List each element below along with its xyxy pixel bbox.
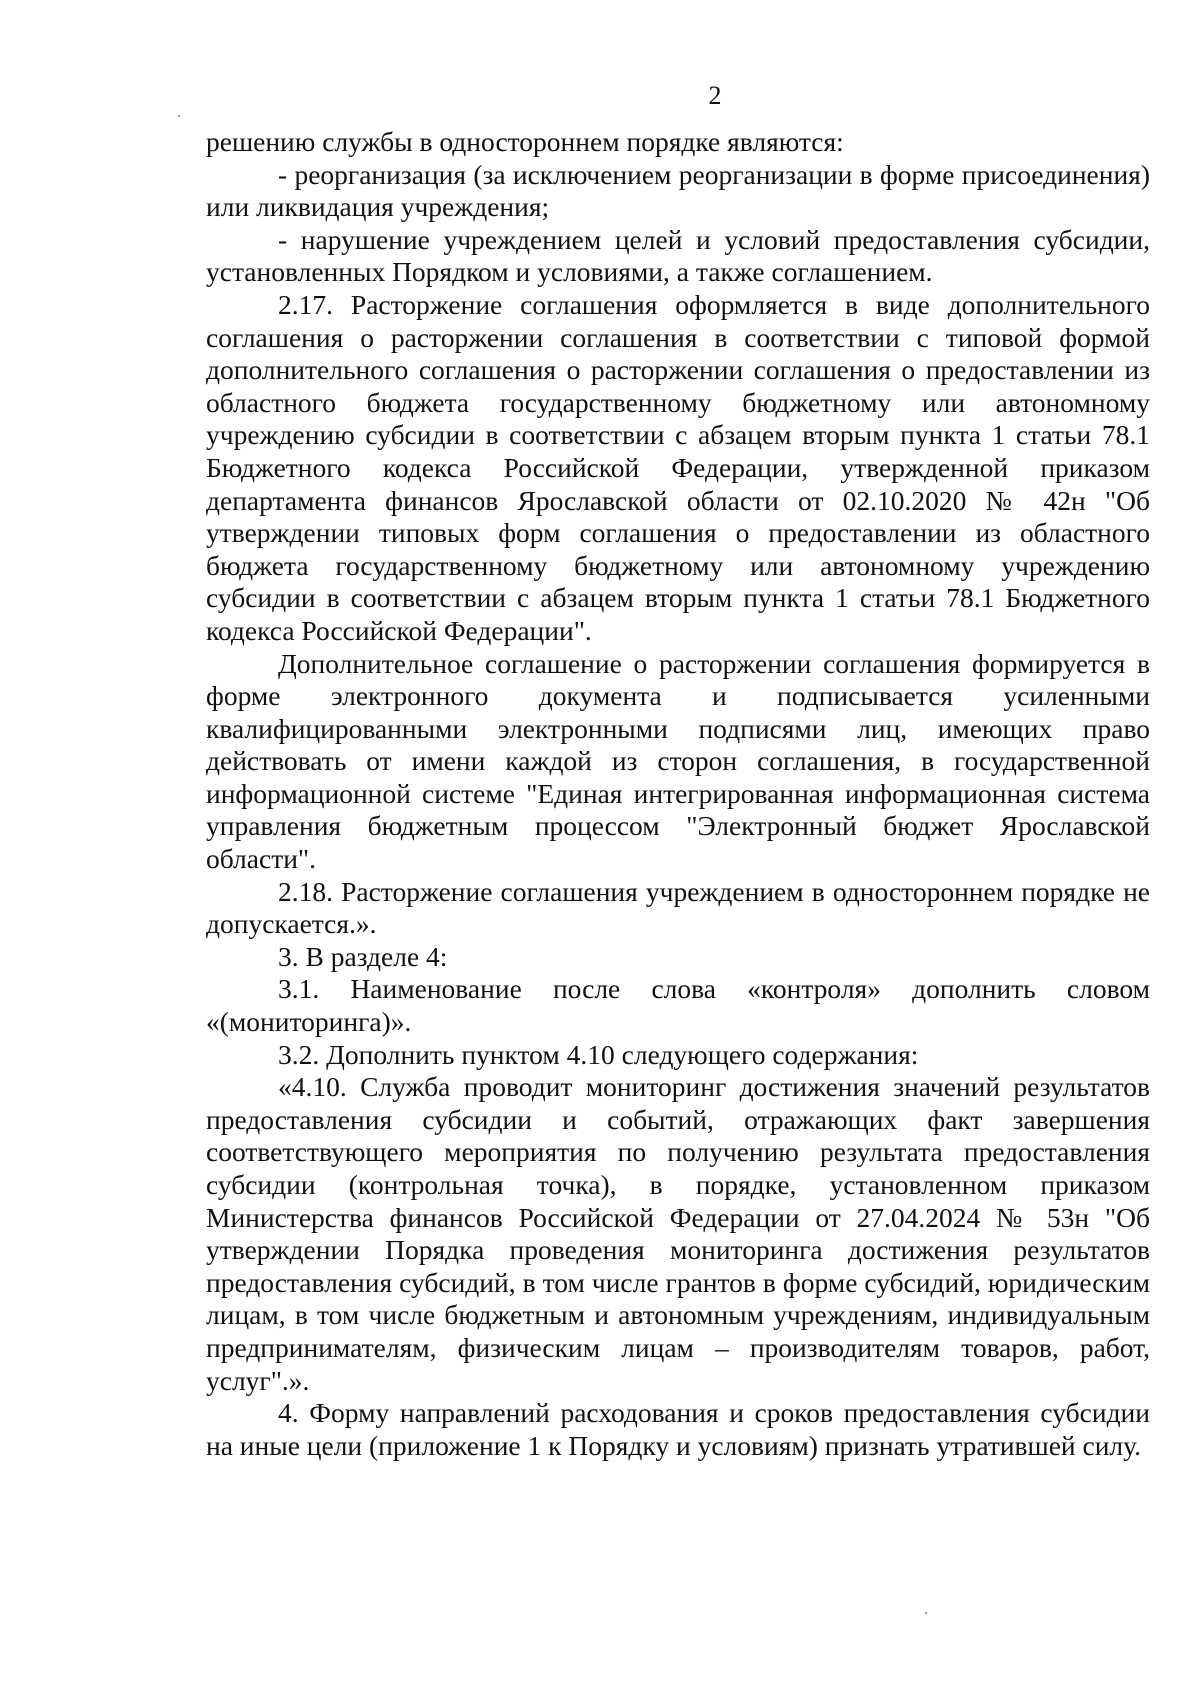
- paragraph-reorganization: - реорганизация (за исключением реорганизации в форме присоединения) или ликвидация учреждения;: [206, 158, 1150, 223]
- scan-speck: [925, 1612, 927, 1614]
- paragraph-2-18: 2.18. Расторжение соглашения учреждением в одностороннем порядке не допускается.».: [206, 875, 1150, 940]
- document-body: [206, 126, 1150, 1462]
- page-number: 2: [708, 81, 722, 110]
- scan-speck: [178, 115, 180, 117]
- paragraph-3-1: 3.1. Наименование после слова «контроля» дополнить словом «(мониторинга)».: [206, 973, 1150, 1038]
- paragraph-4-10: «4.10. Служба проводит мониторинг достижения значений результатов предоставления субсидии и событий, отражающих факт завершения соответствующего мероприятия по получению результата предоставления субсидии (контрольная точка), в порядке, установленном приказом Министерства финансов Российской Федерации от 27.04.2024 № 53н "Об утверждении Порядка проведения мониторинга достижения результатов предоставления субсидий, в том числе грантов в форме субсидий, юридическим лицам, в том числе бюджетным и автономным учреждениям, индивидуальным предпринимателям, физическим лицам – производителям товаров, работ, услуг".».: [206, 1071, 1150, 1396]
- paragraph-2-17: 2.17. Расторжение соглашения оформляется в виде дополнительного соглашения о расторжении соглашения в соответствии с типовой формой дополнительного соглашения о расторжении соглашения о предоставлении из областного бюджета государственному бюджетному или автономному учреждению субсидии в соответствии с абзацем вторым пункта 1 статьи 78.1 Бюджетного кодекса Российской Федерации, утвержденной приказом департамента финансов Ярославской области от 02.10.2020 № 42н "Об утверждении типовых форм соглашения о предоставлении из областного бюджета государственному бюджетному или автономному учреждению субсидии в соответствии с абзацем вторым пункта 1 статьи 78.1 Бюджетного кодекса Российской Федерации".: [206, 288, 1150, 646]
- paragraph-continuation: решению службы в одностороннем порядке являются:: [206, 126, 844, 157]
- paragraph-additional-agreement: Дополнительное соглашение о расторжении соглашения формируется в форме электронного документа и подписывается усиленными квалифицированными электронными подписями лиц, имеющих право действовать от имени каждой из сторон соглашения, в государственной информационной системе "Единая интегрированная информационная система управления бюджетным процессом "Электронный бюджет Ярославской области".: [206, 647, 1150, 875]
- paragraph-3-2: 3.2. Дополнить пунктом 4.10 следующего содержания:: [278, 1038, 919, 1070]
- paragraph-3: 3. В разделе 4:: [278, 940, 448, 972]
- paragraph-4: 4. Форму направлений расходования и сроков предоставления субсидии на иные цели (приложение 1 к Порядку и условиям) признать утратившей силу.: [206, 1397, 1150, 1461]
- paragraph-violation: - нарушение учреждением целей и условий предоставления субсидии, установленных Порядком и условиями, а также соглашением.: [206, 223, 1150, 288]
